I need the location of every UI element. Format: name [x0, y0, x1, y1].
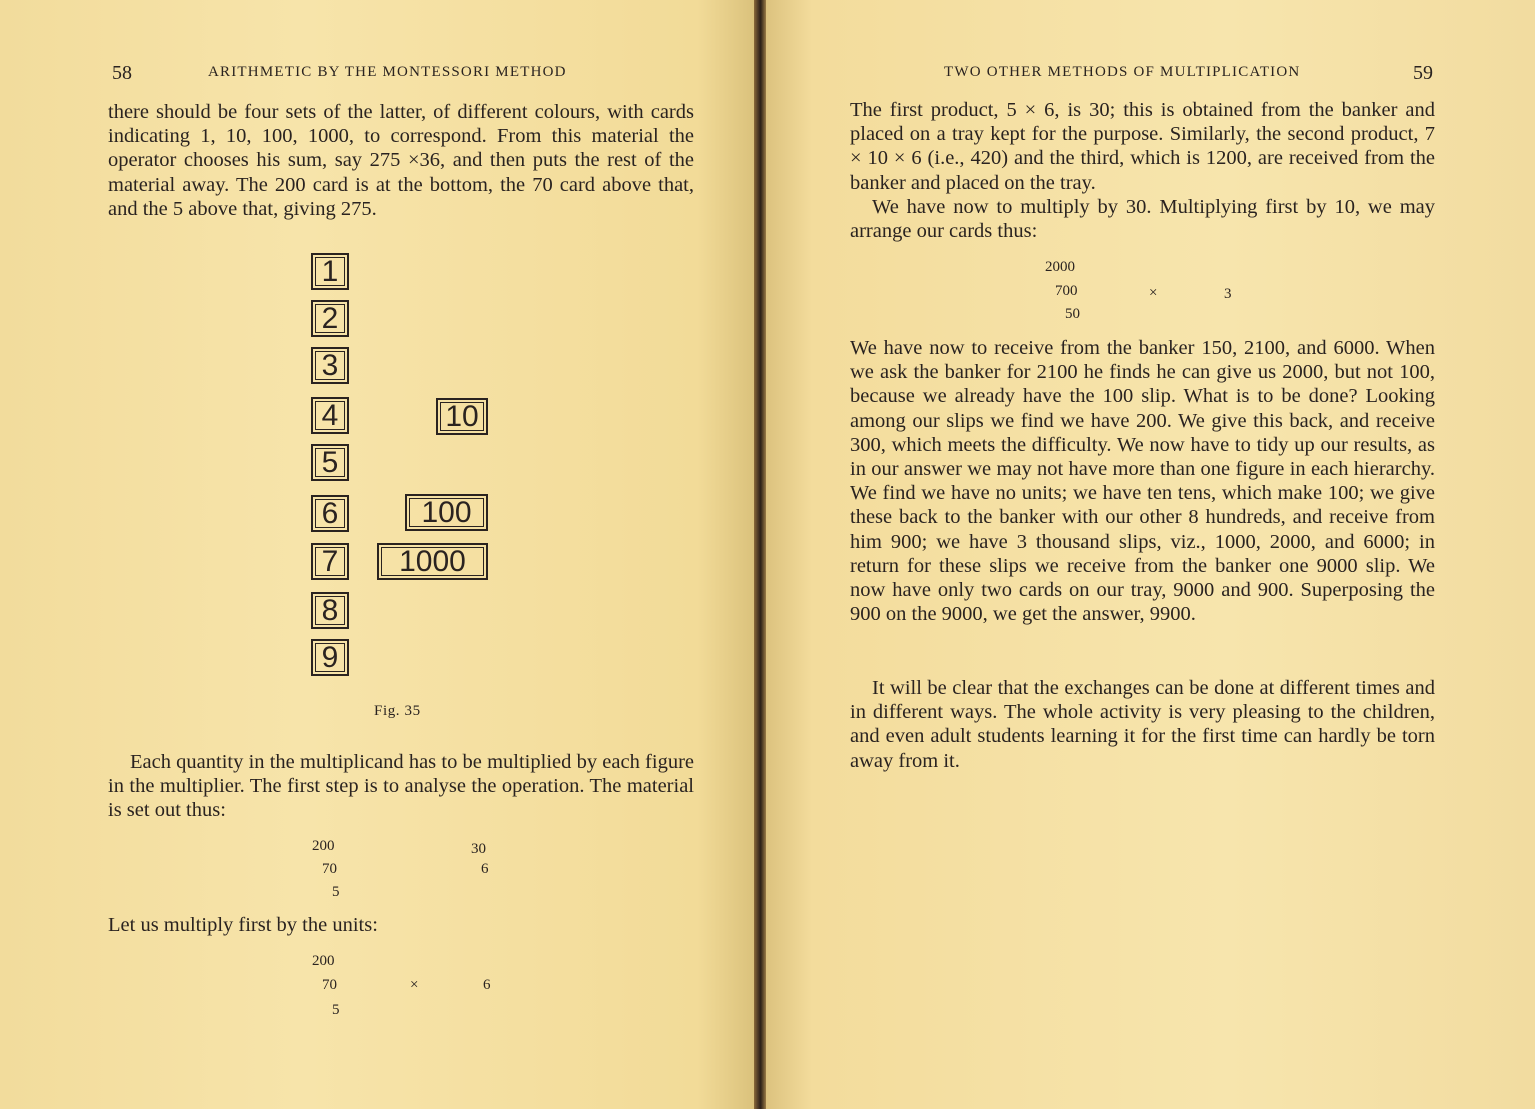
multiplier: 3	[1224, 286, 1232, 302]
paragraph: It will be clear that the exchanges can be done at different times and in different ways. The whole activity is very pleasing to the children, and even adult students learning it for the first time can hardly be torn away from it.	[850, 677, 1435, 772]
multiplicand-hundreds: 200	[312, 838, 335, 854]
unit-card: 8	[311, 592, 349, 629]
paragraph: We have now to multiply by 30. Multiplying first by 10, we may arrange our cards thus:	[850, 196, 1435, 243]
paragraph: Each quantity in the multiplicand has to be multiplied by each figure in the multiplier. The first step is to analyse the operation. The material is set out thus:	[108, 751, 694, 822]
multiplier-tens: 30	[471, 841, 486, 857]
multiplicand-units: 5	[332, 884, 340, 900]
unit-card: 4	[311, 397, 349, 434]
hundreds-card: 100	[405, 494, 488, 531]
figure-caption: Fig. 35	[374, 703, 421, 719]
multiplicand-hundreds: 700	[1055, 283, 1078, 299]
unit-card: 6	[311, 495, 349, 532]
multiplier: 6	[483, 977, 491, 993]
unit-card: 9	[311, 639, 349, 676]
paragraph: Let us multiply first by the units:	[108, 914, 378, 936]
running-head: TWO OTHER METHODS OF MULTIPLICATION	[944, 64, 1301, 80]
multiplicand-tens: 70	[322, 977, 337, 993]
times-sign: ×	[410, 977, 419, 993]
unit-card: 7	[311, 543, 349, 580]
page-number: 58	[112, 62, 132, 84]
paragraph: there should be four sets of the latter, of different colours, with cards indicating 1, 10, 100, 1000, to correspond. From this material the operator chooses his sum, say 275 ×36, and then puts the rest of the material away. The 200 card is at the bottom, the 70 card above that, and the 5 above that, giving 275.	[108, 101, 694, 220]
unit-card: 5	[311, 444, 349, 481]
multiplier-units: 6	[481, 861, 489, 877]
multiplicand-tens: 50	[1065, 306, 1080, 322]
times-sign: ×	[1149, 285, 1158, 301]
right-page	[766, 0, 1535, 1109]
paragraph: The first product, 5 × 6, is 30; this is obtained from the banker and placed on a tray kept for the purpose. Similarly, the second product, 7 × 10 × 6 (i.e., 420) and the third, which is 1200, are received from the banker and placed on the tray.	[850, 99, 1435, 194]
left-page	[0, 0, 758, 1109]
book-spine	[754, 0, 766, 1109]
unit-card: 3	[311, 347, 349, 384]
multiplicand-hundreds: 200	[312, 953, 335, 969]
page-number: 59	[1413, 62, 1433, 84]
unit-card: 2	[311, 300, 349, 337]
tens-card: 10	[436, 398, 488, 435]
thousands-card: 1000	[377, 543, 488, 580]
multiplicand-tens: 70	[322, 861, 337, 877]
unit-card: 1	[311, 253, 349, 290]
running-head: ARITHMETIC BY THE MONTESSORI METHOD	[208, 64, 567, 80]
multiplicand-thousands: 2000	[1045, 259, 1075, 275]
paragraph: We have now to receive from the banker 150, 2100, and 6000. When we ask the banker for 2100 he finds he can give us 2000, but not 100, because we already have the 100 slip. What is to be done? Looking among our slips we find we have 200. We give this back, and receive 300, which meets the difficulty. We now have to tidy up our results, as in our answer we may not have more than one figure in each hierarchy. We find we have no units; we have ten tens, which make 100; we give these back to the banker with our other 8 hundreds, and receive from him 900; we have 3 thousand slips, viz., 1000, 2000, and 6000; in return for these slips we receive from the banker one 9000 slip. We now have only two cards on our tray, 9000 and 900. Superposing the 900 on the 9000, we get the answer, 9900.	[850, 337, 1435, 626]
multiplicand-units: 5	[332, 1002, 340, 1018]
